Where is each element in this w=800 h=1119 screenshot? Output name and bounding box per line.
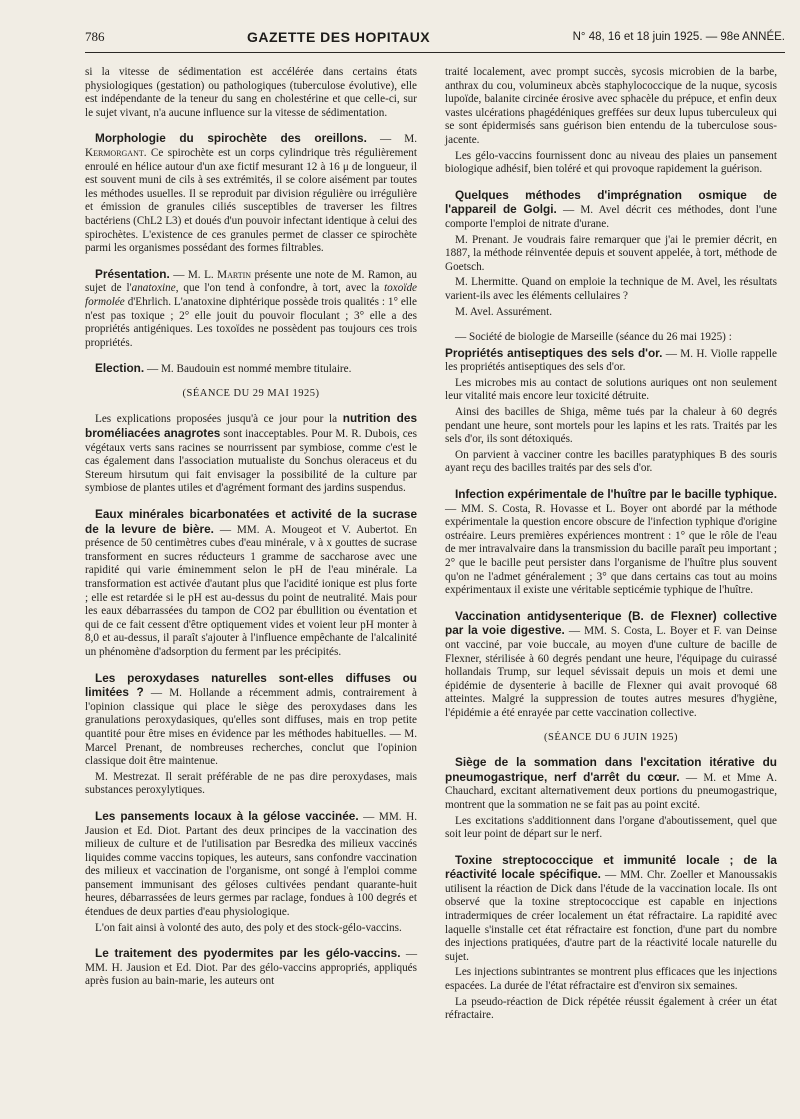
paragraph: On parvient à vacciner contre les bacilles paratyphiques B des souris ayant reçu des bacilles traités par des sels d'or.	[445, 448, 777, 475]
paragraph-text: — MM. A. Mougeot et V. Aubertot. En présence de 50 centimètres cubes d'eau minérale, v à x gouttes de sucrase transforment en sucres réducteurs 1 gramme de saccharose avec une rapidité qui varie éminemment selon le pH de l'eau minérale. La transformation est activée d'autant plus que l'acidité ionique est plus forte ; elle est retardée si le pH est au-dessus du point de neutralité. Mais pour les eaux débarrassées du tampon de CO2 par ébullition ou éventation et qui de ce fait cessent d'être optiquement vides et voient leur pH monter à 8,0 et au-dessus, il paraît s'ajouter à l'influence empêchante de l'alcalinité un phénomène d'adsorption du ferment par les précipités.	[85, 523, 418, 658]
paragraph-text: — MM. S. Costa, R. Hovasse et L. Boyer ont abordé par la méthode expérimentale la question encore obscure de l'infection typhique d'origine ostréaire. Leurs premières expériences montrent : 1° que le rôle de l'eau de mer intravalvaire dans la transmission du bacille paraît peu important ; 2° que le bacille peut persister dans l'organisme de l'huître plus souvent qu'on ne l'admet généralement ; 3° que dans certains cas tout au moins expérimentaux il existe une véritable septicémie typhique de l'huître.	[445, 502, 777, 597]
paragraph: M. Mestrezat. Il serait préférable de ne pas dire peroxydases, mais substances peroxylytiques.	[85, 770, 417, 797]
paragraph: M. Prenant. Je voudrais faire remarquer que j'ai le premier décrit, en 1887, la méthode réinventée depuis et souvent appelée, à tort, méthode de Goetsch.	[445, 233, 777, 273]
section-heading: Election.	[95, 361, 145, 376]
paragraph-text: — M. et Mme A. Chauchard, excitant alternativement deux portions du pneumogastrique, montrent que la sommation ne se fait pas au point excité.	[445, 771, 778, 811]
paragraph: Les microbes mis au contact de solutions auriques ont non seulement leur vitalité mais encore leur toxicité détruite.	[445, 376, 777, 403]
paragraph-text: Ce spirochète est un corps cylindrique très régulièrement enroulé en hélice autour d'un axe fictif mesurant 12 à 16 μ de longueur, il est souvent muni de cils à ses extrémités, il se colore aisément par toutes les méthodes usuelles. Il se reproduit par division régulière ou irrégulière et émission de granules ciliés susceptibles de traverser les filtres bactériens (ChL2 L3) et doués d'un pouvoir infectant identique à celui des spirochètes. L'existence de ces granules permet de classer ce spirochète parmi les organismes possédant des formes filtrables.	[85, 146, 417, 255]
paragraph-text: — MM. H. Jausion et Ed. Diot. Partant des deux principes de la vaccination des milieux de culture et de l'utilisation par Besredka des milieux vaccinés liquides comme vaccins topiques, les auteurs, sans confondre vaccination des milieux et vaccination de l'organisme, ont songé à l'emploi comme pansement immunisant des géloses cultivées pendant quarante-huit heures, débarrassées de leurs germes par raclage, fondues à 100 degrés et étendues de deux parties d'eau physiologique.	[85, 810, 417, 919]
article-eaux-minerales	[85, 508, 417, 660]
italic-term: toxoïde formolée	[85, 282, 418, 308]
paragraph-text: — MM. S. Costa, L. Boyer et F. van Deinse ont vacciné, par voie buccale, au moyen d'une culture de bacille de Flexner, stérilisée à 60 degrés pendant une heure, l'équipage du cuirassé hollandais Trump, sur lequel sévissait depuis un mois et demi une épidémie de dysenterie à bacille de Flexner qui avait provoqué 68 atteintes. Malgré la suppression de toutes autres mesures d'hygiène, l'épidémie a été enrayée par cette vaccination collective.	[445, 625, 777, 719]
article-sels-or	[445, 347, 777, 375]
paragraph-text: , que l'on tend à confondre, à tort, avec la	[175, 282, 380, 295]
paragraph-text: Les explications proposées jusqu'à ce jour pour la	[95, 413, 338, 426]
paragraph: si la vitesse de sédimentation est accélérée dans certains états physiologiques (gestation) ou pathologiques (tuberculose évolutive), elle est indépendante de la teneur du sang en cholestérine et que celle-ci, sur le sujet vivant, n'a aucune influence sur la vitesse de sédimentation.	[85, 66, 417, 119]
article-toxine	[445, 854, 777, 965]
article-bromeliacees	[85, 412, 417, 496]
society-marseille: — Société de biologie de Marseille (séance du 26 mai 1925) :	[455, 331, 732, 344]
article-huitre	[445, 488, 777, 598]
section-heading: Eaux minérales bicarbonatées et activité de la sucrase de la levure de bière.	[85, 507, 417, 536]
section-heading: Vaccination antidysenterique (B. de Flexner) collective par la voie digestive.	[445, 608, 777, 638]
section-heading: nutrition des broméliacées anagrotes	[85, 411, 418, 441]
paragraph: M. Avel. Assurément.	[455, 305, 553, 318]
section-heading: Quelques méthodes d'imprégnation osmique de l'appareil de Golgi.	[445, 187, 777, 217]
section-heading: Le traitement des pyodermites par les gélo-vaccins.	[95, 946, 401, 961]
article-vaccination	[445, 610, 777, 721]
author: M. L. Martin	[187, 268, 252, 281]
paragraph: Les excitations s'additionnent dans l'organe d'aboutissement, quel que soit leur point de départ sur le nerf.	[445, 814, 777, 841]
article-pansements	[85, 810, 417, 920]
article-peroxydases	[85, 672, 417, 769]
paragraph-text: d'Ehrlich. L'anatoxine diphtérique possède trois qualités : 1° elle n'est pas toxique ; 2° elle jouit du pouvoir floculant ; 3° elle a des propriétés antigéniques. Les toxoïdes ne possèdent pas toujours ces trois propriétés.	[85, 295, 417, 349]
paragraph: Les injections subintrantes se montrent plus efficaces que les injections espacées. La durée de l'état réfractaire est d'environ six semaines.	[445, 966, 777, 993]
article-pyodermites	[85, 947, 417, 989]
section-heading: Morphologie du spirochète des oreillons.	[95, 131, 367, 146]
paragraph-text: — MM. Chr. Zoeller et Manoussakis utilisent la réaction de Dick dans l'étude de la vaccination locale. Ils ont observé que la toxine streptococcique est capable en injections intradermiques de créer localement un état réfractaire. La rapidité avec laquelle s'installe cet état réfractaire est fonction, d'une part du nombre des injections pratiquées, d'autre part de la réactivité locale naturelle du sujet.	[445, 869, 778, 963]
paragraph: Ainsi des bacilles de Shiga, même tués par la chaleur à 60 degrés pendant une heure, sont mortels pour les lapins et les rats. Traités par les sels d'or, ils sont détoxiqués.	[445, 406, 777, 446]
section-heading: Toxine streptococcique et immunité locale ; de la réactivité locale spécifique.	[445, 852, 777, 882]
article-spirochete: Morphologie du spirochète des oreillons. — M. Kermorgant. Ce spirochète est un corps cylindrique très régulièrement enroulé en hélice autour d'un axe fictif mesurant 12 à 16 μ de longueur, il est souvent muni de cils à ses extrémités, il se colore aisément par toutes les méthodes usuelles. Il se reproduit par division régulière ou irrégulière et émission de granules ciliés susceptibles de traverser les filtres bactériens (ChL2 L3) et doués d'un pouvoir infectant identique à celui des spirochètes. L'existence de ces granules permet de classer ce spirochète parmi les organismes possédant des formes filtrables.	[85, 131, 417, 255]
article-golgi	[445, 189, 777, 232]
paragraph-text: — M. Avel décrit ces méthodes, dont l'une comporte l'emploi de nitrate d'urane.	[445, 204, 777, 230]
paragraph-text: — MM. H. Jausion et Ed. Diot. Par des gélo-vaccins appropriés, appliqués après fusion au bain-marie, les auteurs ont	[85, 948, 417, 988]
journal-title: GAZETTE DES HOPITAUX	[246, 29, 431, 45]
paragraph-text: présente une note de M. Ramon, au sujet de l'	[85, 268, 417, 295]
paragraph-text: — M. Hollande a récemment admis, contrairement à l'opinion classique qui place le siège des peroxydases dans les granulations peroxydasiques, qu'elles sont diffuses, mais en trop petite quantité pour être mises en évidence par les méthodes habituelles. — M. Marcel Prenant, de nombreuses recherches, conclut que l'opinion classique doit être maintenue.	[85, 687, 417, 768]
session-heading: (SÉANCE DU 6 JUIN 1925)	[544, 731, 678, 743]
section-heading: Infection expérimentale de l'huître par le bacille typhique.	[455, 487, 777, 502]
paragraph: L'on fait ainsi à volonté des auto, des poly et des stock-gélo-vaccins.	[95, 921, 402, 934]
article-pneumogastrique	[445, 756, 777, 812]
issue-info: N° 48, 16 et 18 juin 1925. — 98e ANNÉE.	[572, 31, 785, 43]
page-number: 786	[85, 29, 105, 44]
page-header	[85, 22, 785, 53]
paragraph-text: sont inacceptables. Pour M. R. Dubois, ces végétaux verts sans racines se nourrissent par symbiose, comme c'est le cas également dans l'association mutualiste du Sonchus oleraceus et du Stereum hirsutum qui fait envisager la possibilité de la culture par symbiose de plantes utiles et d'agrément formant des jardins suspendus.	[85, 428, 417, 495]
paragraph-text: — M. Baudouin est nommé membre titulaire.	[146, 363, 352, 376]
left-column	[85, 66, 417, 991]
paragraph: La pseudo-réaction de Dick répétée réussit également à créer un état réfractaire.	[445, 995, 777, 1022]
paragraph: M. Lhermitte. Quand on emploie la technique de M. Avel, les résultats varient-ils avec les éléments cellulaires ?	[445, 276, 777, 302]
session-heading: (SÉANCE DU 29 MAI 1925)	[182, 387, 320, 399]
section-heading: Propriétés antiseptiques des sels d'or.	[445, 345, 663, 360]
section-heading: Les pansements locaux à la gélose vaccinée.	[95, 808, 359, 823]
paragraph: traité localement, avec prompt succès, sycosis microbien de la barbe, anthrax du cou, volumineux abcès staphylococcique de la nuque, sycosis lupoïde, balanite circinée érosive avec sphacèle du prépuce, et enfin deux vastes ulcérations phagédéniques greffées sur deux lupus tuberculeux qui se sont épidermisés sans guérison bien entendu de la tuberculose sous-jacente.	[445, 66, 777, 146]
section-heading: Présentation.	[95, 266, 170, 281]
right-column	[445, 66, 777, 1025]
paragraph: Les gélo-vaccins fournissent donc au niveau des plaies un pansement biologique adhésif, bien toléré et qui provoque rapidement la guérison.	[445, 149, 777, 176]
article-election	[85, 362, 417, 377]
section-heading: Siège de la sommation dans l'excitation itérative du pneumogastrique, nerf d'arrêt du cœur.	[445, 755, 777, 784]
article-presentation: Présentation. — M. L. Martin présente une note de M. Ramon, au sujet de l'anatoxine, que l'on tend à confondre, à tort, avec la toxoïde formolée d'Ehrlich. L'anatoxine diphtérique possède trois qualités : 1° elle n'est pas toxique ; 2° elle jouit du pouvoir floculant ; 3° elle a des propriétés antigéniques. Les toxoïdes ne possèdent pas toujours ces trois propriétés.	[85, 266, 418, 349]
italic-term: anatoxine	[131, 282, 176, 295]
section-heading: Les peroxydases naturelles sont-elles diffuses ou limitées ?	[85, 670, 417, 700]
author: M. Kermorgant.	[85, 133, 417, 159]
paragraph-text: — M. H. Violle rappelle les propriétés antiseptiques des sels d'or.	[445, 347, 777, 374]
